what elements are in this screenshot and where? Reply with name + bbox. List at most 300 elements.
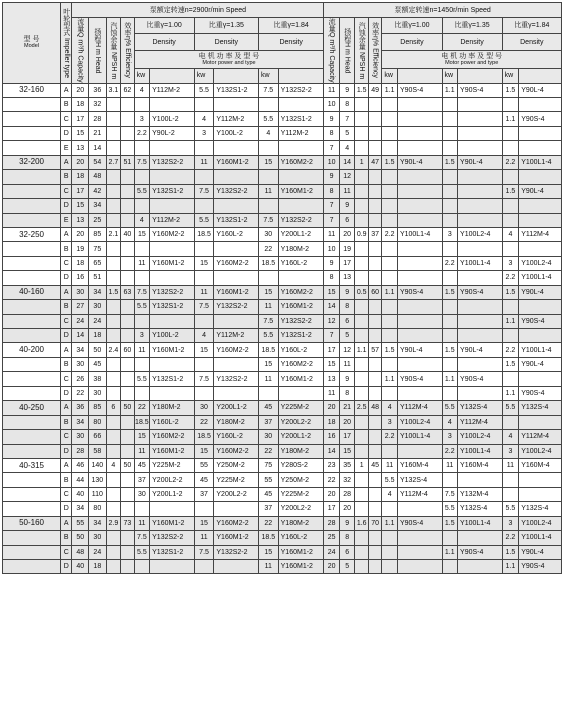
table-row (3, 545, 562, 559)
motor-135-2900-cell: Y250M-2 (214, 458, 259, 472)
kw-184-2900-cell: 45 (258, 401, 278, 415)
capacity-1450-cell: 13 (324, 372, 340, 386)
head-2900-cell: 34 (89, 285, 107, 299)
table-row (3, 242, 562, 256)
npsh-2900-cell: 2.1 (106, 227, 121, 241)
efficiency-1450-cell (368, 126, 381, 140)
motor-100-2900-cell: Y132S1-2 (150, 184, 195, 198)
efficiency-header-2900 (121, 18, 134, 84)
efficiency-2900-cell (121, 126, 134, 140)
capacity-2900-cell: 13 (72, 213, 89, 227)
kw-184-1450-cell (502, 300, 519, 314)
kw-135-2900-cell: 45 (194, 473, 214, 487)
kw-100-1450-cell (382, 141, 398, 155)
motor-100-2900-cell: Y225M-2 (150, 458, 195, 472)
npsh-1450-cell (355, 141, 368, 155)
head-1450-cell: 20 (339, 227, 355, 241)
kw-100-1450-cell: 1.1 (382, 516, 398, 530)
motor-type-cell (150, 69, 195, 83)
impeller-type-cell: C (61, 184, 72, 198)
kw-184-2900-cell (258, 386, 278, 400)
head-2900-cell: 50 (89, 343, 107, 357)
head-1450-cell: 12 (339, 170, 355, 184)
capacity-2900-cell: 27 (72, 300, 89, 314)
npsh-2900-cell: 1.5 (106, 285, 121, 299)
motor-100-1450-cell (397, 545, 442, 559)
motor-100-1450-cell (397, 329, 442, 343)
motor-135-2900-cell: Y160M1-2 (214, 155, 259, 169)
motor-100-1450-cell: Y90S-4 (397, 285, 442, 299)
kw-184-2900-cell: 11 (258, 372, 278, 386)
motor-135-1450-cell: Y112M-4 (458, 415, 503, 429)
model-cell (3, 531, 61, 545)
kw-184-2900-cell (258, 199, 278, 213)
efficiency-2900-cell (121, 372, 134, 386)
kw-135-2900-cell (194, 199, 214, 213)
density-100-header-1450: 比重γ=1.00 (382, 18, 442, 34)
head-2900-cell: 21 (89, 126, 107, 140)
head-2900-cell: 80 (89, 502, 107, 516)
motor-100-1450-cell: Y90S-4 (397, 516, 442, 530)
density-label: Density (382, 34, 442, 50)
head-2900-cell: 25 (89, 213, 107, 227)
motor-184-1450-cell (519, 300, 562, 314)
capacity-header-en: Capacity (76, 55, 84, 83)
efficiency-2900-cell (121, 545, 134, 559)
motor-100-1450-cell: Y90L-4 (397, 155, 442, 169)
kw-100-2900-cell (134, 560, 150, 574)
kw-100-1450-cell: 5.5 (382, 473, 398, 487)
npsh-1450-cell: 0.9 (355, 227, 368, 241)
motor-100-1450-cell (397, 184, 442, 198)
head-2900-cell: 45 (89, 357, 107, 371)
head-2900-cell: 110 (89, 487, 107, 501)
efficiency-2900-cell (121, 199, 134, 213)
head-2900-cell: 140 (89, 458, 107, 472)
impeller-type-cell: D (61, 560, 72, 574)
capacity-1450-cell: 9 (324, 112, 340, 126)
kw-100-2900-cell (134, 357, 150, 371)
kw-135-2900-cell: 5.5 (194, 83, 214, 97)
head-1450-cell: 28 (339, 487, 355, 501)
npsh-1450-cell (355, 502, 368, 516)
capacity-1450-cell: 11 (324, 386, 340, 400)
capacity-2900-cell: 17 (72, 184, 89, 198)
npsh-2900-cell (106, 545, 121, 559)
npsh-2900-cell (106, 487, 121, 501)
capacity-1450-cell: 9 (324, 170, 340, 184)
npsh-header-en-1450: NPSH m (358, 51, 366, 79)
kw-135-1450-cell (442, 271, 458, 285)
kw-100-2900-cell: 4 (134, 213, 150, 227)
motor-100-2900-cell: Y132S2-2 (150, 531, 195, 545)
efficiency-1450-cell (368, 372, 381, 386)
efficiency-2900-cell (121, 213, 134, 227)
efficiency-2900-cell: 63 (121, 285, 134, 299)
kw-100-1450-cell (382, 242, 398, 256)
efficiency-1450-cell (368, 271, 381, 285)
kw-100-2900-cell: 5.5 (134, 545, 150, 559)
motor-100-2900-cell: Y100L-2 (150, 112, 195, 126)
motor-135-1450-cell (458, 300, 503, 314)
table-row (3, 155, 562, 169)
motor-184-2900-cell: Y132S2-2 (278, 314, 324, 328)
kw-135-1450-cell: 4 (442, 415, 458, 429)
table-row (3, 300, 562, 314)
efficiency-2900-cell (121, 560, 134, 574)
npsh-1450-cell (355, 98, 368, 112)
impeller-type-cell: C (61, 545, 72, 559)
table-row (3, 285, 562, 299)
kw-100-1450-cell (382, 386, 398, 400)
motor-184-1450-cell: Y90S-4 (519, 314, 562, 328)
capacity-1450-cell: 10 (324, 98, 340, 112)
head-2900-cell: 32 (89, 98, 107, 112)
efficiency-1450-cell (368, 415, 381, 429)
model-cell (3, 444, 61, 458)
table-row (3, 329, 562, 343)
motor-184-2900-cell: Y200L1-2 (278, 227, 324, 241)
efficiency-1450-cell (368, 357, 381, 371)
efficiency-1450-cell: 48 (368, 401, 381, 415)
head-1450-cell: 19 (339, 242, 355, 256)
kw-184-1450-cell: 1.5 (502, 545, 519, 559)
head-2900-cell: 54 (89, 155, 107, 169)
kw-100-1450-cell (382, 199, 398, 213)
kw-184-1450-cell: 1.5 (502, 184, 519, 198)
capacity-1450-cell: 18 (324, 415, 340, 429)
impeller-type-cell: C (61, 314, 72, 328)
motor-100-2900-cell: Y160M1-2 (150, 343, 195, 357)
kw-100-1450-cell (382, 502, 398, 516)
npsh-1450-cell (355, 256, 368, 270)
motor-135-2900-cell: Y132S2-2 (214, 300, 259, 314)
head-header-1450 (339, 18, 355, 84)
table-row (3, 271, 562, 285)
head-2900-cell: 80 (89, 415, 107, 429)
model-cell (3, 560, 61, 574)
table-row (3, 430, 562, 444)
table-row (3, 213, 562, 227)
impeller-type-cell: D (61, 126, 72, 140)
motor-135-1450-cell (458, 314, 503, 328)
capacity-2900-cell: 30 (72, 357, 89, 371)
motor-135-1450-cell: Y90L-4 (458, 343, 503, 357)
motor-184-2900-cell (278, 141, 324, 155)
kw-100-2900-cell: 11 (134, 256, 150, 270)
kw-135-2900-cell: 15 (194, 343, 214, 357)
motor-184-1450-cell (519, 487, 562, 501)
capacity-1450-cell: 7 (324, 199, 340, 213)
capacity-2900-cell: 16 (72, 271, 89, 285)
motor-135-2900-cell (214, 357, 259, 371)
table-row (3, 502, 562, 516)
capacity-2900-cell: 18 (72, 256, 89, 270)
motor-184-1450-cell: Y160M-4 (519, 458, 562, 472)
efficiency-2900-cell: 50 (121, 458, 134, 472)
model-cell (3, 329, 61, 343)
kw-135-2900-cell (194, 502, 214, 516)
kw-184-2900-cell (258, 271, 278, 285)
kw-135-1450-cell: 1.1 (442, 83, 458, 97)
head-2900-cell: 30 (89, 531, 107, 545)
motor-135-2900-cell: Y132S1-2 (214, 213, 259, 227)
efficiency-2900-cell (121, 430, 134, 444)
capacity-2900-cell: 18 (72, 98, 89, 112)
kw-184-2900-cell: 11 (258, 300, 278, 314)
efficiency-2900-cell: 50 (121, 401, 134, 415)
head-2900-cell: 58 (89, 444, 107, 458)
model-cell (3, 126, 61, 140)
head-2900-cell: 38 (89, 372, 107, 386)
motor-184-2900-cell: Y250M-2 (278, 473, 324, 487)
npsh-1450-cell (355, 415, 368, 429)
npsh-2900-cell (106, 430, 121, 444)
head-2900-cell: 24 (89, 545, 107, 559)
efficiency-1450-cell (368, 184, 381, 198)
head-1450-cell: 6 (339, 545, 355, 559)
motor-184-2900-cell: Y180M-2 (278, 516, 324, 530)
model-cell: 32-160 (3, 83, 61, 97)
kw-100-2900-cell: 11 (134, 516, 150, 530)
capacity-2900-cell: 17 (72, 112, 89, 126)
efficiency-1450-cell (368, 560, 381, 574)
npsh-1450-cell (355, 170, 368, 184)
head-1450-cell: 5 (339, 329, 355, 343)
motor-184-2900-cell: Y200L2-2 (278, 415, 324, 429)
motor-100-1450-cell (397, 444, 442, 458)
efficiency-1450-cell: 49 (368, 83, 381, 97)
impeller-type-cell: A (61, 227, 72, 241)
kw-135-2900-cell (194, 314, 214, 328)
capacity-1450-cell: 20 (324, 560, 340, 574)
kw-100-1450-cell (382, 112, 398, 126)
motor-184-1450-cell (519, 199, 562, 213)
kw-100-1450-cell (382, 545, 398, 559)
kw-135-2900-cell: 15 (194, 516, 214, 530)
speed-1450-header: 泵额定转速n=1450r/min Speed (324, 3, 562, 18)
capacity-2900-cell: 40 (72, 487, 89, 501)
motor-100-2900-cell (150, 141, 195, 155)
motor-100-2900-cell: Y100L-2 (150, 329, 195, 343)
impeller-type-cell: B (61, 357, 72, 371)
kw-135-1450-cell: 5.5 (442, 401, 458, 415)
capacity-2900-cell: 14 (72, 329, 89, 343)
motor-100-1450-cell (397, 98, 442, 112)
motor-100-1450-cell (397, 300, 442, 314)
npsh-2900-cell (106, 314, 121, 328)
impeller-type-cell: A (61, 285, 72, 299)
pump-performance-table (2, 2, 562, 574)
efficiency-2900-cell (121, 502, 134, 516)
impeller-type-cell: D (61, 329, 72, 343)
capacity-2900-cell: 40 (72, 560, 89, 574)
motor-184-1450-cell: Y100L1-4 (519, 155, 562, 169)
capacity-1450-cell: 7 (324, 329, 340, 343)
kw-184-1450-cell: 1.5 (502, 285, 519, 299)
density-label: Density (194, 34, 258, 50)
head-1450-cell: 9 (339, 199, 355, 213)
kw-100-2900-cell (134, 314, 150, 328)
motor-184-1450-cell: Y132S-4 (519, 401, 562, 415)
kw-100-2900-cell: 4 (134, 83, 150, 97)
capacity-1450-cell: 23 (324, 458, 340, 472)
kw-135-1450-cell: 2.2 (442, 256, 458, 270)
npsh-2900-cell: 6 (106, 401, 121, 415)
npsh-2900-cell (106, 386, 121, 400)
capacity-2900-cell: 30 (72, 285, 89, 299)
motor-135-2900-cell: Y180M-2 (214, 415, 259, 429)
head-1450-cell: 15 (339, 444, 355, 458)
model-cell (3, 372, 61, 386)
npsh-2900-cell (106, 141, 121, 155)
npsh-1450-cell (355, 357, 368, 371)
kw-184-2900-cell: 55 (258, 473, 278, 487)
motor-184-2900-cell: Y225M-2 (278, 487, 324, 501)
kw-135-1450-cell (442, 386, 458, 400)
kw-184-2900-cell: 37 (258, 502, 278, 516)
motor-184-1450-cell: Y90L-4 (519, 285, 562, 299)
kw-184-1450-cell (502, 213, 519, 227)
efficiency-2900-cell (121, 531, 134, 545)
kw-100-1450-cell (382, 126, 398, 140)
npsh-2900-cell (106, 357, 121, 371)
model-cell (3, 271, 61, 285)
motor-184-2900-cell: Y280S-2 (278, 458, 324, 472)
impeller-type-cell: B (61, 473, 72, 487)
motor-135-1450-cell (458, 560, 503, 574)
npsh-2900-cell (106, 415, 121, 429)
motor-135-1450-cell (458, 329, 503, 343)
npsh-2900-cell: 2.7 (106, 155, 121, 169)
motor-100-2900-cell: Y160M1-2 (150, 444, 195, 458)
kw-135-1450-cell (442, 184, 458, 198)
npsh-header-en: NPSH m (109, 51, 117, 79)
kw-100-1450-cell: 1.1 (382, 372, 398, 386)
efficiency-1450-cell (368, 487, 381, 501)
npsh-1450-cell (355, 300, 368, 314)
kw-100-2900-cell: 5.5 (134, 300, 150, 314)
table-row (3, 357, 562, 371)
npsh-1450-cell (355, 271, 368, 285)
capacity-1450-cell: 15 (324, 357, 340, 371)
motor-135-1450-cell: Y90S-4 (458, 545, 503, 559)
efficiency-2900-cell (121, 314, 134, 328)
efficiency-1450-cell: 57 (368, 343, 381, 357)
efficiency-1450-cell: 37 (368, 227, 381, 241)
kw-135-1450-cell (442, 199, 458, 213)
efficiency-1450-cell (368, 141, 381, 155)
impeller-type-cell: B (61, 415, 72, 429)
npsh-1450-cell (355, 473, 368, 487)
motor-header-cn-1450: 电 机 功 率 及 型 号 (441, 52, 503, 60)
kw-184-2900-cell: 30 (258, 430, 278, 444)
density-135-header-2900: 比重γ=1.35 (194, 18, 258, 34)
capacity-2900-cell: 13 (72, 141, 89, 155)
motor-100-1450-cell: Y90L-4 (397, 343, 442, 357)
motor-type-cell (519, 69, 562, 83)
kw-100-1450-cell (382, 329, 398, 343)
efficiency-1450-cell (368, 430, 381, 444)
efficiency-2900-cell (121, 256, 134, 270)
kw-135-2900-cell: 4 (194, 329, 214, 343)
kw-label: kw (382, 69, 398, 83)
table-row (3, 531, 562, 545)
kw-184-2900-cell: 15 (258, 155, 278, 169)
motor-184-1450-cell: Y90S-4 (519, 112, 562, 126)
head-2900-cell: 66 (89, 430, 107, 444)
model-cell (3, 170, 61, 184)
npsh-1450-cell (355, 242, 368, 256)
efficiency-1450-cell (368, 213, 381, 227)
efficiency-1450-cell (368, 545, 381, 559)
capacity-2900-cell: 28 (72, 444, 89, 458)
motor-100-2900-cell: Y200L2-2 (150, 473, 195, 487)
kw-184-1450-cell: 1.5 (502, 357, 519, 371)
npsh-1450-cell (355, 199, 368, 213)
kw-100-1450-cell: 4 (382, 401, 398, 415)
efficiency-2900-cell (121, 141, 134, 155)
head-header-cn: 扬程H m (93, 27, 101, 55)
head-1450-cell: 4 (339, 141, 355, 155)
kw-135-1450-cell (442, 213, 458, 227)
motor-184-2900-cell: Y180M-2 (278, 444, 324, 458)
head-1450-cell: 14 (339, 155, 355, 169)
kw-100-1450-cell (382, 314, 398, 328)
motor-184-2900-cell: Y160L-2 (278, 343, 324, 357)
motor-135-2900-cell: Y160M2-2 (214, 516, 259, 530)
impeller-type-cell: C (61, 256, 72, 270)
head-2900-cell: 30 (89, 386, 107, 400)
motor-135-1450-cell (458, 473, 503, 487)
motor-184-1450-cell (519, 473, 562, 487)
kw-135-2900-cell (194, 271, 214, 285)
capacity-2900-cell: 24 (72, 314, 89, 328)
kw-100-2900-cell: 2.2 (134, 126, 150, 140)
npsh-2900-cell: 2.9 (106, 516, 121, 530)
motor-135-1450-cell: Y100L1-4 (458, 516, 503, 530)
kw-184-2900-cell (258, 98, 278, 112)
head-2900-cell: 14 (89, 141, 107, 155)
efficiency-2900-cell (121, 386, 134, 400)
motor-135-2900-cell: Y200L2-2 (214, 487, 259, 501)
npsh-2900-cell: 2.4 (106, 343, 121, 357)
head-1450-cell: 32 (339, 473, 355, 487)
capacity-2900-cell: 55 (72, 516, 89, 530)
kw-label: kw (442, 69, 458, 83)
efficiency-1450-cell (368, 199, 381, 213)
kw-100-2900-cell: 30 (134, 487, 150, 501)
motor-184-2900-cell: Y180M-2 (278, 242, 324, 256)
efficiency-1450-cell (368, 444, 381, 458)
npsh-2900-cell (106, 213, 121, 227)
kw-135-1450-cell: 11 (442, 458, 458, 472)
head-header-en-1450: Head (343, 56, 351, 74)
efficiency-2900-cell (121, 170, 134, 184)
kw-184-2900-cell: 11 (258, 560, 278, 574)
model-header-cn: 型 号 (23, 36, 40, 44)
capacity-1450-cell: 16 (324, 430, 340, 444)
efficiency-2900-cell (121, 357, 134, 371)
motor-184-1450-cell: Y100L1-4 (519, 531, 562, 545)
motor-135-2900-cell: Y200L1-2 (214, 401, 259, 415)
head-1450-cell: 11 (339, 184, 355, 198)
motor-135-2900-cell (214, 98, 259, 112)
npsh-1450-cell (355, 545, 368, 559)
kw-135-2900-cell: 11 (194, 531, 214, 545)
kw-135-1450-cell: 1.5 (442, 155, 458, 169)
efficiency-1450-cell (368, 256, 381, 270)
